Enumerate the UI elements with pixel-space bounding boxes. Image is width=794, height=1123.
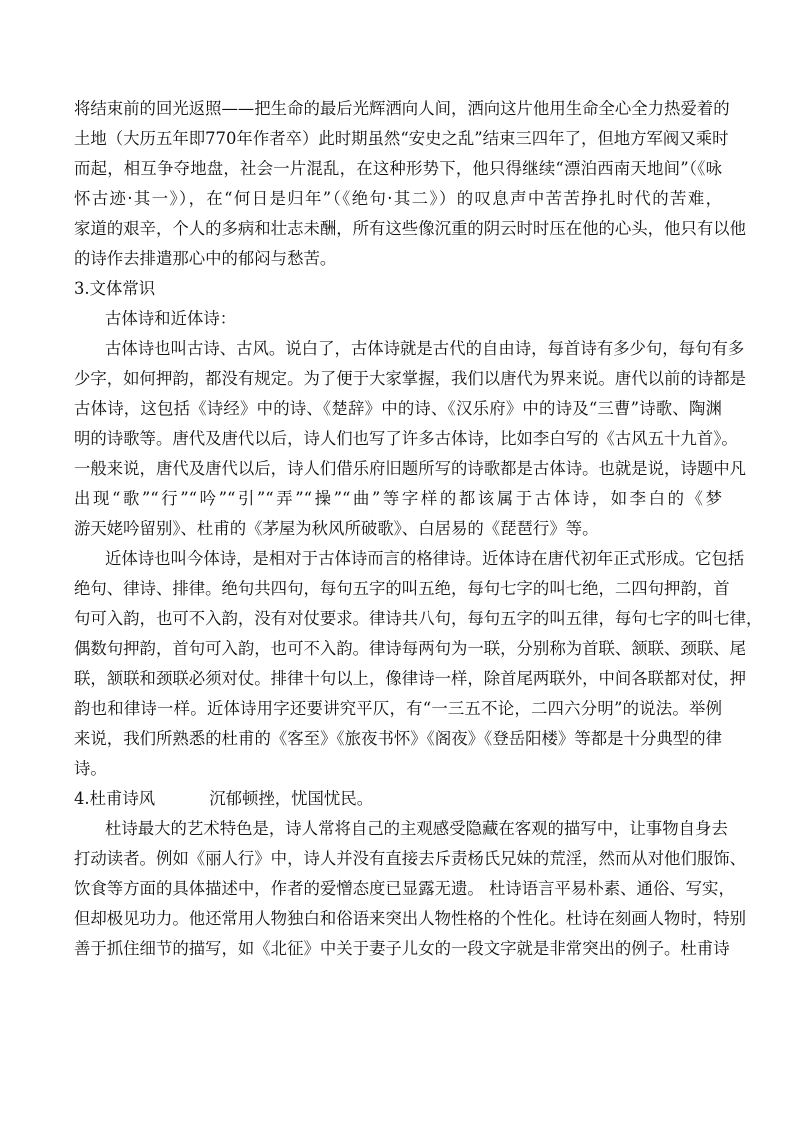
- text-line: 韵也和律诗一样。近体诗用字还要讲究平仄，有“一三五不论，二四六分明”的说法。举例: [74, 699, 722, 718]
- text-line: 善于抓住细节的描写，如《北征》中关于妻子儿女的一段文字就是非常突出的例子。杜甫诗: [74, 939, 730, 958]
- text-line: 土地（大历五年即770年作者卒）此时期虽然“安史之乱”结束三四年了，但地方军阀又乘时: [74, 129, 729, 148]
- text-line: 出现“歌”“行”“吟”“引”“弄”“操”“曲”等字样的都该属于古体诗，如李白的《梦: [74, 489, 722, 508]
- text-line: 句可入韵，也可不入韵，没有对仗要求。律诗共八句，每句五字的叫五律，每句七字的叫七律，: [74, 609, 763, 628]
- jintishi-paragraph: [74, 544, 763, 784]
- text-line: 打动读者。例如《丽人行》中，诗人并没有直接去斥责杨氏兄妹的荒淫，然而从对他们服饰、: [74, 849, 747, 868]
- text-line: 但却极见功力。他还常用人物独白和俗语来突出人物性格的个性化。杜诗在刻画人物时，特别: [74, 909, 747, 928]
- section-summary: 沉郁顿挫，忧国忧民。: [209, 789, 374, 808]
- section-heading-4-label: 4.杜甫诗风: [74, 789, 156, 808]
- text-line: 杜诗最大的艺术特色是，诗人常将自己的主观感受隐藏在客观的描写中，让事物自身去: [105, 819, 728, 838]
- text-line: 饮食等方面的具体描述中，作者的爱憎态度已显露无遗。 杜诗语言平易朴素、通俗、写实，: [74, 879, 735, 898]
- gutishi-paragraph: [74, 334, 747, 544]
- text-line: 的诗作去排遣那心中的郁闷与愁苦。: [74, 249, 337, 268]
- text-line: 古体诗也叫古诗、古风。说白了，古体诗就是古代的自由诗，每首诗有多少句，每句有多: [105, 339, 745, 358]
- text-line: 将结束前的回光返照——把生命的最后光辉洒向人间，洒向这片他用生命全心全力热爱着的: [74, 99, 730, 118]
- text-line: 绝句、律诗、排律。绝句共四句，每句五字的叫五绝，每句七字的叫七绝，二四句押韵，首: [74, 579, 730, 598]
- text-line: 古体诗，这包括《诗经》中的诗、《楚辞》中的诗、《汉乐府》中的诗及“三曹”诗歌、陶渊: [74, 399, 722, 418]
- subheading: 古体诗和近体诗：: [105, 309, 237, 328]
- text-line: 怀古迹·其一》），在“何日是归年”（《绝句·其二》）的叹息声中苦苦挣扎时代的苦难，: [74, 189, 722, 208]
- text-line: 少字，如何押韵，都没有规定。为了便于大家掌握，我们以唐代为界来说。唐代以前的诗都是: [74, 369, 747, 388]
- document-page: [74, 94, 763, 964]
- text-line: 偶数句押韵，首句可入韵，也可不入韵。律诗每两句为一联，分别称为首联、颔联、颈联、尾: [74, 639, 747, 658]
- text-line: 家道的艰辛，个人的多病和壮志未酬，所有这些像沉重的阴云时时压在他的心头，他只有以他: [74, 219, 747, 238]
- text-line: 来说，我们所熟悉的杜甫的《客至》《旅夜书怀》《阁夜》《登岳阳楼》等都是十分典型的律: [74, 729, 722, 748]
- text-line: 游天姥吟留别》、杜甫的《茅屋为秋风所破歌》、白居易的《琵琶行》等。: [74, 519, 599, 538]
- intro-paragraph: [74, 94, 747, 274]
- text-line: 诗。: [74, 759, 107, 778]
- text-line: 近体诗也叫今体诗，是相对于古体诗而言的格律诗。近体诗在唐代初年正式形成。它包括: [105, 549, 745, 568]
- text-line: 而起，相互争夺地盘，社会一片混乱，在这种形势下，他只得继续“漂泊西南天地间”（《咏: [74, 159, 722, 178]
- dufu-style-paragraph: [74, 814, 747, 964]
- text-line: 明的诗歌等。唐代及唐代以后，诗人们也写了许多古体诗，比如李白写的《古风五十九首》。: [74, 429, 738, 448]
- text-line: 联，颔联和颈联必须对仗。排律十句以上，像律诗一样，除首尾两联外，中间各联都对仗，押: [74, 669, 747, 688]
- text-line: 一般来说，唐代及唐代以后，诗人们借乐府旧题所写的诗歌都是古体诗。也就是说，诗题中凡: [74, 459, 747, 478]
- section-heading-4: [74, 784, 722, 814]
- section-heading-3: 3.文体常识: [74, 279, 156, 298]
